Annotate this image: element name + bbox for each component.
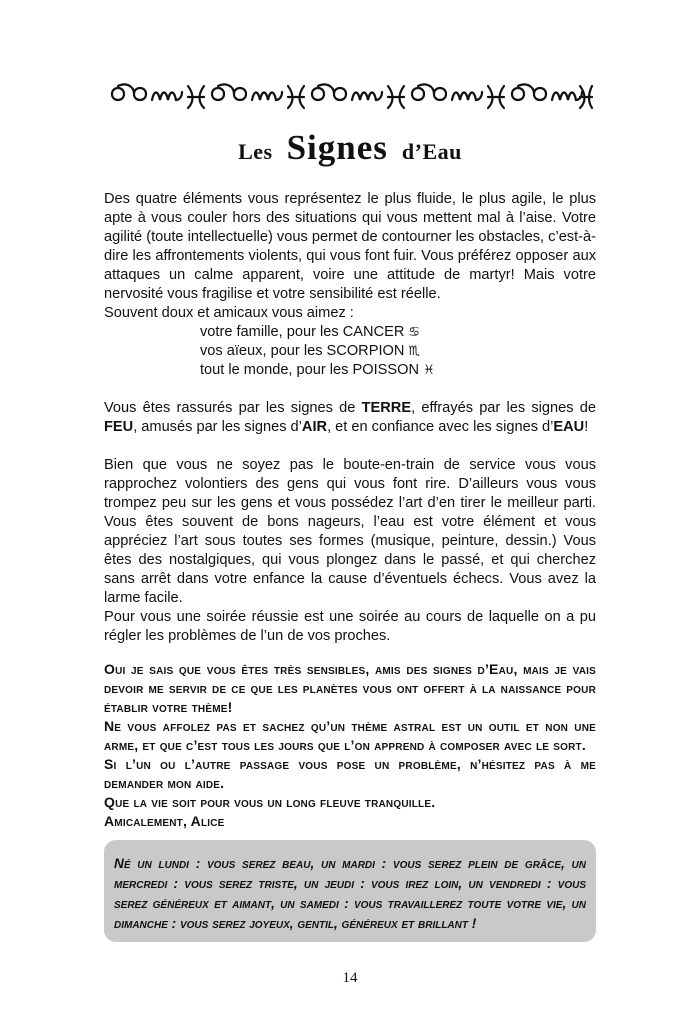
love-item-text: tout le monde, pour les POISSON [200, 362, 420, 378]
paragraph-3: Pour vous une soirée réussie est une soirée au cours de laquelle on a pu régler les problèmes de l’un de vos proches. [104, 609, 596, 644]
closing-line: Que la vie soit pour vous un long fleuve tranquille. [104, 794, 436, 810]
love-item-poisson [104, 361, 596, 380]
closing-line: Si l’un ou l’autre passage vous pose un problème, n’hésitez pas à me demander mon aide. [104, 756, 596, 791]
intro-loves-line: Souvent doux et amicaux vous aimez : [104, 305, 354, 321]
closing-line: Oui je sais que vous êtes très sensibles, amis des signes d’Eau, mais je vais devoir me servir de ce que les planètes vous ont offert à la naissance pour établir votre thème! [104, 661, 596, 715]
love-item-scorpion [104, 342, 596, 361]
title-part-les: Les [238, 139, 273, 164]
weekday-text: Né un lundi : vous serez beau, un mardi : vous serez plein de grâce, un mercredi : vous serez triste, un jeudi : vous irez loin, un vendredi : vous serez généreux et aimant, un samedi : vous travaillerez toute votre vie, un dimanche : vous serez joyeux, gentil, généreux et brillant ! [114, 856, 586, 931]
weekday-box [104, 840, 596, 942]
page-title [104, 128, 596, 168]
zodiac-border-svg [104, 76, 596, 110]
pisces-icon: ♓ [423, 363, 435, 378]
element-feu: FEU [104, 419, 134, 435]
love-item-text: votre famille, pour les CANCER [200, 324, 405, 340]
signature: Amicalement, Alice [104, 813, 225, 829]
zodiac-border-icon [104, 76, 596, 110]
love-item-text: vos aïeux, pour les SCORPION [200, 343, 405, 359]
title-part-eau: d’Eau [401, 139, 462, 164]
elements-paragraph [104, 399, 596, 437]
closing-line: Ne vous affolez pas et sachez qu’un thème astral est un outil et non une arme, et que c’est tous les jours que l’on apprend à composer avec le sort. [104, 718, 596, 753]
cancer-icon: ♋ [408, 325, 421, 340]
elements-text: , amusés par les signes d’ [133, 419, 302, 435]
page-number: 14 [342, 970, 358, 986]
element-terre: TERRE [361, 400, 412, 416]
elements-text: Vous êtes rassurés par les signes de [104, 400, 362, 416]
scorpio-icon: ♏ [408, 344, 421, 359]
elements-text: , effrayés par les signes de [411, 400, 596, 416]
elements-text: , et en confiance avec les signes d’ [327, 419, 554, 435]
closing-block [104, 660, 596, 831]
body-text [104, 190, 596, 831]
elements-text: ! [584, 419, 589, 435]
title-part-signes: Signes [286, 128, 388, 167]
paragraph-2: Bien que vous ne soyez pas le boute-en-train de service vous vous rapprochez volontiers des gens qui vous font rire. D’ailleurs vous vous trompez peu sur les gens et vous possédez l’art d’en tirer le meilleur parti. Vous êtes souvent de bons nageurs, l’eau est votre élément et vous appréciez l’art sous toutes ses formes (musique, peinture, dessin.) Vous êtes des nostalgiques, qui vous plongez dans le passé, et qui cherchez sans arrêt dans votre enfance la cause d’éventuels échecs. Vous avez la larme facile. [104, 457, 596, 606]
love-item-cancer [104, 323, 596, 342]
element-eau: EAU [553, 419, 585, 435]
intro-paragraph: Des quatre éléments vous représentez le plus fluide, le plus agile, le plus apte à vous couler hors des situations qui vous mettent mal à l’aise. Votre agilité (toute intellectuelle) vous permet de contourner les obstacles, c’est-à-dire les affrontements violents, qui vous font fuir. Vous préférez opposer aux attaques un calme apparent, voire une attitude de martyr! Mais votre nervosité vous fragilise et votre sensibilité est réelle. [104, 191, 596, 302]
element-air: AIR [301, 419, 328, 435]
